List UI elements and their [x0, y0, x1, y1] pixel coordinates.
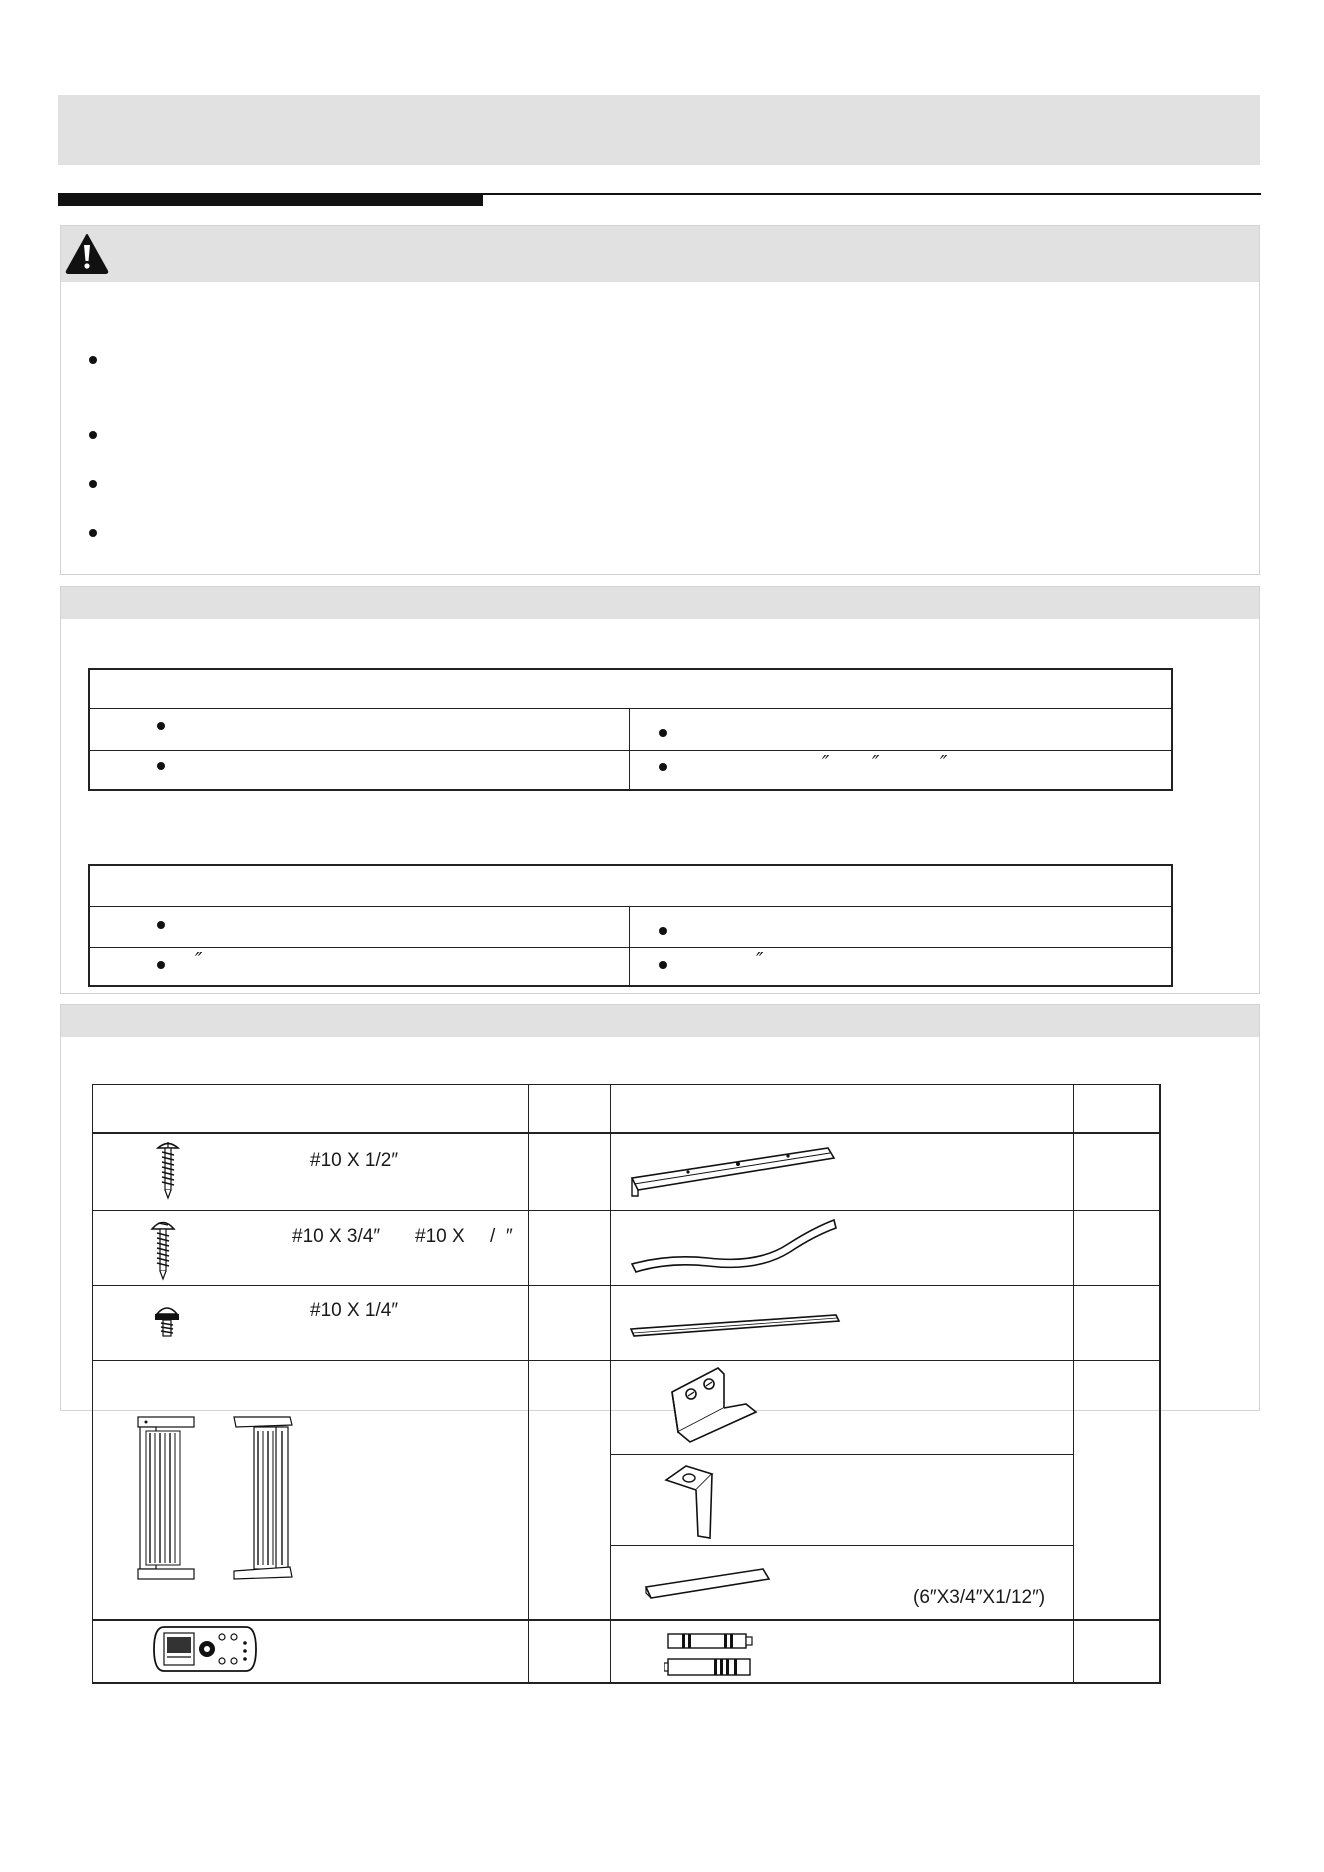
screw-size-fraction-slash: /	[490, 1226, 496, 1247]
screw-size-inch-mark: ″	[506, 1226, 513, 1247]
inch-mark: ″	[756, 948, 764, 972]
table-1-bullet	[157, 762, 165, 770]
table-2-bullet	[157, 961, 165, 969]
angle-bracket-icon	[662, 1462, 738, 1540]
panel-icon	[136, 1415, 196, 1581]
section-divider-thick	[58, 193, 483, 206]
screw-icon	[149, 1217, 177, 1281]
flat-strip-icon	[628, 1307, 842, 1339]
rail-icon	[628, 1140, 838, 1202]
warning-bullet-3	[89, 480, 97, 488]
remote-icon	[150, 1623, 260, 1675]
foam-dimensions-label: (6″X3/4″X1/12″)	[913, 1587, 1046, 1608]
table-1-bullet	[659, 763, 667, 771]
parts-header	[61, 1005, 1259, 1037]
warning-icon	[64, 232, 110, 274]
inch-mark: ″	[195, 948, 203, 972]
table-2-bullet	[659, 927, 667, 935]
screw-size-label: #10 X 1/4″	[310, 1300, 399, 1321]
bolt-icon	[152, 1302, 182, 1340]
table-1-bullet	[659, 729, 667, 737]
warning-bullet-2	[89, 431, 97, 439]
foam-strip-icon	[643, 1565, 773, 1601]
bracket-icon	[664, 1362, 760, 1446]
table-2-bullet	[659, 961, 667, 969]
panel-icon	[232, 1415, 294, 1581]
screw-size-label: #10 X 1/2″	[310, 1150, 399, 1171]
curved-strip-icon	[628, 1214, 838, 1278]
battery-icon	[664, 1631, 758, 1679]
header-bar	[58, 95, 1260, 165]
inch-mark: ″	[822, 751, 830, 775]
warning-bullet-4	[89, 529, 97, 537]
parts-panel	[60, 1004, 1260, 1411]
tools-header	[61, 587, 1259, 619]
table-2-bullet	[157, 921, 165, 929]
warning-header	[61, 226, 1259, 282]
warning-bullet-1	[89, 356, 97, 364]
screw-icon	[155, 1140, 181, 1200]
inch-mark: ″	[940, 751, 948, 775]
screw-size-label: #10 X	[415, 1226, 465, 1247]
table-1-bullet	[157, 722, 165, 730]
screw-size-label: #10 X 3/4″	[292, 1226, 381, 1247]
inch-mark: ″	[872, 751, 880, 775]
